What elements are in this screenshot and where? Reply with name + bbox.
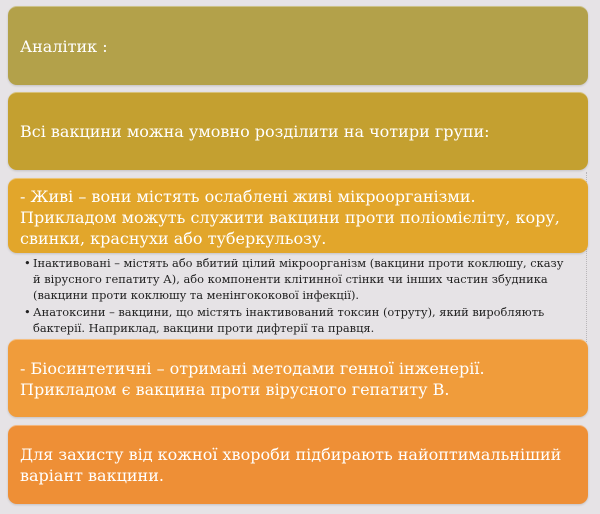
box-vaccine-groups (8, 92, 588, 170)
box-biosynthetic-text: - Біосинтетичні – отримані методами генної інженерії. Прикладом є вакцина проти вірусного гепатиту В. (20, 358, 485, 399)
box-conclusion-text: Для захисту від кожної хвороби підбирають найоптимальніший варіант вакцини. (20, 445, 562, 485)
sub-item-inactivated (24, 255, 572, 303)
sub-list (24, 255, 572, 337)
box-live-vaccines-text: - Живі – вони містять ослаблені живі мікроорганізми. Прикладом можуть служити вакцини проти поліомієліту, кору, свинки, краснухи або туберкульозу. (20, 187, 560, 248)
sub-item-toxoids (24, 304, 572, 336)
box-biosynthetic (8, 339, 588, 417)
box-conclusion (8, 425, 588, 504)
sub-item-toxoids-text: Анатоксини – вакцини, що містять інактивований токсин (отруту), який виробляють бактерії. Наприклад, вакцини проти дифтерії та правця. (33, 305, 545, 335)
box-live-vaccines (8, 178, 588, 253)
sub-item-inactivated-text: Інактивовані – містять або вбитий цілий мікроорганізм (вакцини проти коклюшу, сказу й вірусного гепатиту А), або компоненти клітинної стінки чи інших частин збудника (вакцини проти коклюшу та менінгококової інфекції). (33, 256, 564, 302)
box-analyst (8, 6, 588, 85)
box-vaccine-groups-text: Всі вакцини можна умовно розділити на чотири групи: (20, 122, 490, 141)
box-analyst-text: Аналітик : (20, 36, 108, 56)
